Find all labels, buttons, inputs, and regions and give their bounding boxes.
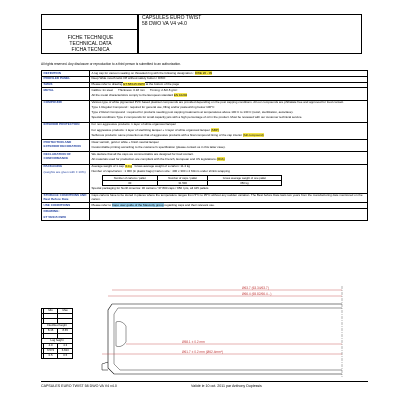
cap-skirt-inner	[114, 308, 342, 370]
label-definition: DEFINITION	[42, 71, 90, 77]
lug	[102, 362, 108, 370]
dimension-table: Min Max Flexibled height 8.15 8.65 Lug height 4.0 4.3 6.574 6.823 0.5 0.5	[41, 308, 73, 359]
cap-cross-section-drawing	[92, 282, 370, 378]
spec-row-sizes: SIZES Please refer to drawing ET 58/115 DWO at the bottom of the page	[42, 82, 368, 88]
spec-table	[41, 70, 368, 221]
doc-type-en: TECHNICAL DATA	[69, 41, 112, 47]
doc-type-box	[41, 14, 138, 54]
spec-row-packaging: PACKAGING (weights are given with ± 10%) Average weight of 1 cap: 6.4 g Gross average weight of a carton: 11.4 kg Number of caps/carton : 1 000 (in plastic bags) Carton size : 400 x 300 x 2 60mm under shrink-wrapping Number of cartons / pallet Number of caps / pallet Gross average weight of one pallet 30 31 500 350 kg Special packaging for North America: 30 cartons / 37 800 caps / 950 l pts, all 445 pallets	[42, 164, 368, 193]
footer-doc-ref: CAPSULES EURO TWIST 58 DWO VA V4 v4.0	[41, 384, 117, 388]
spec-row-storage: STORAGE CONDITIONS AND Best Before Date Caps cartons have to be stored in places where the temperature ranges from 5°C to 35°C without any sudden variation. The Best before Date lasts two years from the manufacturing date mentioned on the carton.	[42, 193, 368, 203]
cap-skirt	[108, 304, 342, 374]
footer	[41, 381, 368, 388]
spec-row-definition: DEFINITION A lug cap for vacuum sealing on threaded ring with the following designation : DWE 20 - 09	[42, 71, 368, 77]
spec-row-compound: COMPOUND Various type of white pigmented PVC based plastisol compounds are provided depending on the post capping conditions. All our compounds are phthalate free and approved for food contact. Type 1 Regular Compound : required for general use, filling and/or pasteurizing below 100°C Type 2 Retort Compound : required for products needing post capping treatments at temperatures above 100 C to 130 C (retort, sterilization, autoclave). Special conditions Type 2 compounds for small capacity jars with a high percentage of oil in the product. Must be reviewed with our customer technical service.	[42, 100, 368, 122]
pallet-table: Number of cartons / pallet Number of caps / pallet Gross average weight of one pallet 30 31 500 350 kg	[102, 175, 282, 186]
annotation-4: Ø61.7 ± 0.2 mm (Ø62.4mm*)	[182, 350, 224, 354]
spec-row-exterior: PROTECTION AND EXTERIOR DECORATION Clear varnish, gold or white + finish neutral lacquer Customizable printing according to the customer's specification (please contact us in this latter case).	[42, 140, 368, 152]
doc-type-fr: FICHE TECHNIQUE	[67, 35, 114, 41]
footer-validation: Validé le 10 oct. 2011 par Anthony Duplessis	[191, 384, 262, 388]
annotation-1: Ø63.7 (63.34/63.7)	[242, 286, 269, 290]
title-box	[138, 14, 362, 54]
doc-type-es: FICHA TECNICA	[71, 47, 110, 53]
spec-row-interior-protection: INTERIOR PROTECTION For non aggressive products: 1 layer of white organosol lacquer For aggressive products: 1 layer of sterilizing lacquer + 1 layer of white organosol lacquer (SBP) Sulfurous products: same protection as that of aggressive products with a final compound lining of the cap interior (full compound)	[42, 122, 368, 139]
designation-highlight: DWE 20 - 09	[194, 70, 213, 75]
title-line-2: 58 DWO VA V4 v4.0	[142, 21, 187, 27]
compound-bead	[116, 322, 126, 347]
spec-row-conformance: DECLARATION OF CONFORMANCE We declare that all the caps we commercialize are designed for food contact. All materials used for production are compliant with the French, European and US legislations (FDA)	[42, 152, 368, 164]
title-line-1: CAPSULES EURO TWIST	[142, 15, 202, 21]
user-guide-highlight: Capo user guide of the Mascotty group	[111, 202, 164, 207]
spec-row-metal: METAL Calibre: tin steel Thickness: 0.18 mm Tinning: 2.8/2.8 g/m² All the metal characteristics comply to the European standard EN 10202	[42, 88, 368, 100]
annotation-2: Ø66.4 (65.82/66.4...)	[242, 292, 272, 296]
spec-row-drawing: DRAWING: ET 58/115 DWO	[42, 209, 368, 221]
annotation-3: Ø58.1 ± 0.2 mm	[182, 340, 205, 344]
rights-notice: All rights reserved. Any disclosure or reproduction to a third person is submitted to an authorization.	[41, 62, 181, 66]
spec-row-profiled-panel: PROFILED PANEL Deep Wide mouth twist Off without safety button / DWO	[42, 76, 368, 82]
drawing-ref-highlight: ET 58/115 DWO	[123, 82, 145, 87]
spec-row-use-conditions: USE CONDITIONS Please refer to Capo user guide of the Mascotty group regarding caps and their relevant use.	[42, 203, 368, 209]
